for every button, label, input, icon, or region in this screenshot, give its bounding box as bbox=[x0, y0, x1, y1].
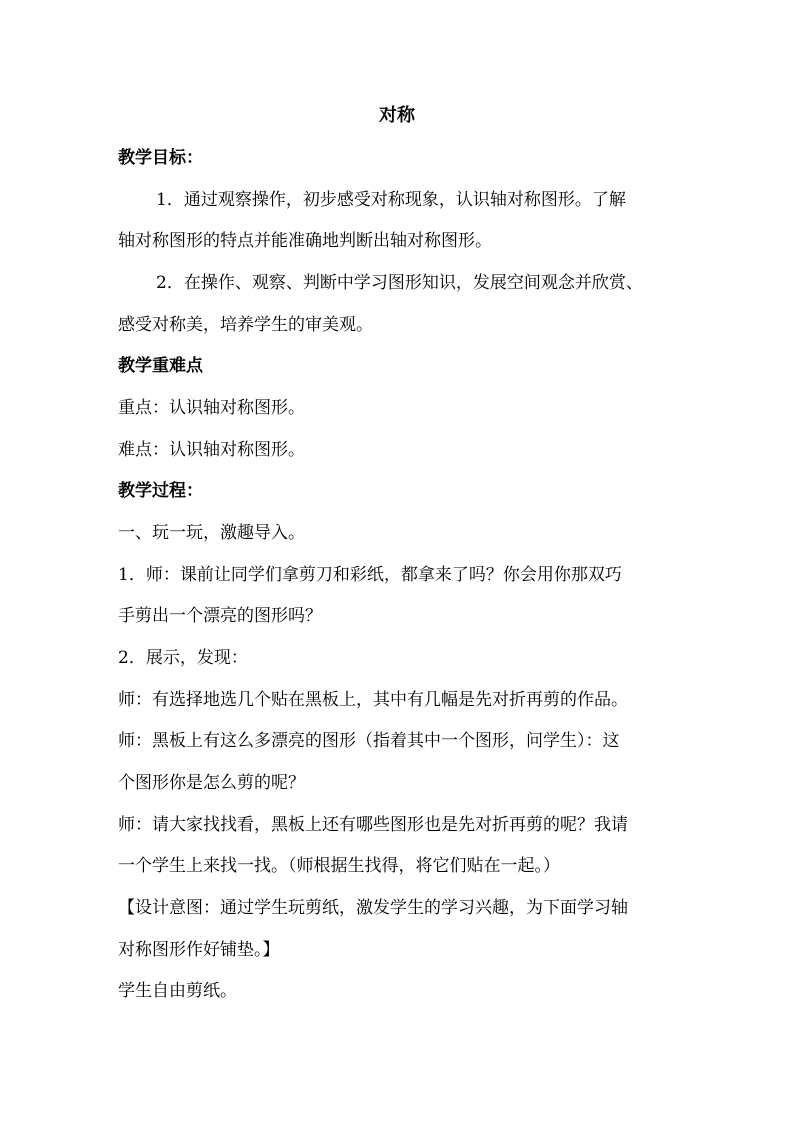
process-paragraph-line: 师：有选择地选几个贴在黑板上，其中有几幅是先对折再剪的作品。 bbox=[118, 690, 628, 710]
design-intent-line: 【设计意图：通过学生玩剪纸，激发学生的学习兴趣，为下面学习轴 bbox=[118, 898, 628, 918]
process-paragraph-line: 1．师：课前让同学们拿剪刀和彩纸，都拿来了吗？你会用你那双巧 bbox=[118, 565, 622, 585]
section-heading-goals: 教学目标： bbox=[118, 148, 203, 168]
process-paragraph-line: 一个学生上来找一找。（师根据生找得，将它们贴在一起。） bbox=[118, 856, 560, 876]
process-paragraph-line: 学生自由剪纸。 bbox=[118, 981, 237, 1001]
design-intent-line: 对称图形作好铺垫。】 bbox=[118, 940, 280, 960]
goal-2-line-2: 感受对称美，培养学生的审美观。 bbox=[118, 315, 373, 335]
process-paragraph-line: 手剪出一个漂亮的图形吗？ bbox=[118, 606, 322, 626]
goal-2-line-1: 2．在操作、观察、判断中学习图形知识，发展空间观念并欣赏、 bbox=[156, 273, 643, 293]
section-heading-process: 教学过程： bbox=[118, 481, 203, 501]
process-paragraph-line: 师：黑板上有这么多漂亮的图形（指着其中一个图形，问学生）：这 bbox=[118, 731, 620, 751]
page-title: 对称 bbox=[379, 105, 415, 126]
difficult-point-line: 难点：认识轴对称图形。 bbox=[118, 440, 305, 460]
process-paragraph-line: 2．展示，发现： bbox=[118, 648, 248, 668]
process-paragraph-line: 个图形你是怎么剪的呢？ bbox=[118, 773, 305, 793]
key-point-line: 重点：认识轴对称图形。 bbox=[118, 398, 305, 418]
process-paragraph-line: 师：请大家找找看，黑板上还有哪些图形也是先对折再剪的呢？我请 bbox=[118, 815, 628, 835]
section-heading-key-points: 教学重难点 bbox=[118, 356, 203, 376]
goal-1-line-1: 1．通过观察操作，初步感受对称现象，认识轴对称图形。了解 bbox=[156, 190, 626, 210]
goal-1-line-2: 轴对称图形的特点并能准确地判断出轴对称图形。 bbox=[118, 231, 492, 251]
process-step-1-heading: 一、玩一玩，激趣导入。 bbox=[118, 523, 305, 543]
